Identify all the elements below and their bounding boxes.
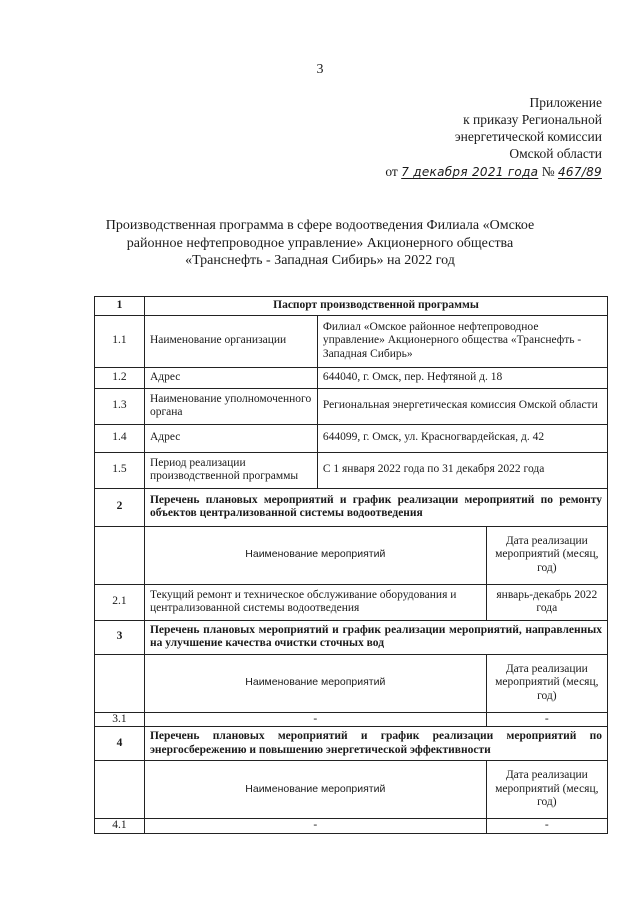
row-label: Адрес <box>144 424 317 452</box>
passport-row <box>95 367 608 388</box>
appendix-line: Омской области <box>509 146 602 161</box>
row-value: Филиал «Омское районное нефтепроводное управление» Акционерного общества «Транснефть - Западная Сибирь» <box>317 315 607 367</box>
order-prefix: от <box>385 164 398 179</box>
row-number: 3.1 <box>95 712 145 727</box>
activity-name: - <box>144 712 486 727</box>
passport-row <box>95 388 608 424</box>
title-line: районное нефтепроводное управление» Акционерного общества <box>126 235 514 251</box>
appendix-line: к приказу Региональной <box>463 112 602 127</box>
handwritten-date: 7 декабря 2021 года <box>401 165 539 179</box>
row-label: Адрес <box>144 367 317 388</box>
appendix-line: Приложение <box>529 95 602 110</box>
empty-cell <box>95 761 145 819</box>
appendix-block <box>455 94 602 162</box>
title-line: Производственная программа в сфере водоотведения Филиала «Омское <box>105 218 535 233</box>
row-number: 2.1 <box>95 584 145 620</box>
section-header-row <box>95 620 608 654</box>
program-table <box>94 296 608 834</box>
section-number: 2 <box>95 488 145 526</box>
column-header-row <box>95 654 608 712</box>
row-number: 1.3 <box>95 388 145 424</box>
activity-row <box>95 712 608 727</box>
activity-name: Текущий ремонт и техническое обслуживание оборудования и централизованной системы водоотведения <box>144 584 486 620</box>
row-number: 4.1 <box>95 819 145 834</box>
title-line: «Транснефть - Западная Сибирь» на 2022 год <box>185 253 455 268</box>
row-value: 644040, г. Омск, пер. Нефтяной д. 18 <box>317 367 607 388</box>
row-value: С 1 января 2022 года по 31 декабря 2022 года <box>317 452 607 488</box>
section-header: Перечень плановых мероприятий и график реализации мероприятий по энергосбережению и повышению энергетической эффективности <box>144 727 607 761</box>
row-number: 1.5 <box>95 452 145 488</box>
row-label: Наименование уполномоченного органа <box>144 388 317 424</box>
empty-cell <box>95 654 145 712</box>
passport-row <box>95 315 608 367</box>
row-label: Наименование организации <box>144 315 317 367</box>
section-header-row <box>95 727 608 761</box>
col-name-header: Наименование мероприятий <box>144 654 486 712</box>
passport-row <box>95 452 608 488</box>
col-date-header: Дата реализации мероприятий (месяц, год) <box>486 761 607 819</box>
row-value: Региональная энергетическая комиссия Омской области <box>317 388 607 424</box>
col-name-header: Наименование мероприятий <box>144 526 486 584</box>
activity-row <box>95 819 608 834</box>
column-header-row <box>95 526 608 584</box>
section-header: Паспорт производственной программы <box>144 297 607 316</box>
activity-date: - <box>486 819 607 834</box>
page-number: 3 <box>316 62 324 77</box>
appendix-line: энергетической комиссии <box>454 129 602 144</box>
row-value: 644099, г. Омск, ул. Красногвардейская, д. 42 <box>317 424 607 452</box>
activity-name: - <box>144 819 486 834</box>
section-number: 4 <box>95 727 145 761</box>
row-number: 1.1 <box>95 315 145 367</box>
section-number: 1 <box>95 297 145 316</box>
section-header-row <box>95 488 608 526</box>
passport-header-row <box>95 297 608 316</box>
passport-row <box>95 424 608 452</box>
activity-row <box>95 584 608 620</box>
column-header-row <box>95 761 608 819</box>
section-number: 3 <box>95 620 145 654</box>
document-title <box>60 217 580 270</box>
row-number: 1.2 <box>95 367 145 388</box>
col-date-header: Дата реализации мероприятий (месяц, год) <box>486 526 607 584</box>
col-name-header: Наименование мероприятий <box>144 761 486 819</box>
empty-cell <box>95 526 145 584</box>
number-sign: № <box>541 164 555 179</box>
order-date-number <box>385 164 602 180</box>
col-date-header: Дата реализации мероприятий (месяц, год) <box>486 654 607 712</box>
row-label: Период реализации производственной программы <box>144 452 317 488</box>
activity-date: январь-декабрь 2022 года <box>486 584 607 620</box>
section-header: Перечень плановых мероприятий и график реализации мероприятий по ремонту объектов централизованной системы водоотведения <box>144 488 607 526</box>
handwritten-number: 467/89 <box>557 165 602 179</box>
section-header: Перечень плановых мероприятий и график реализации мероприятий, направленных на улучшение качества очистки сточных вод <box>144 620 607 654</box>
activity-date: - <box>486 712 607 727</box>
row-number: 1.4 <box>95 424 145 452</box>
